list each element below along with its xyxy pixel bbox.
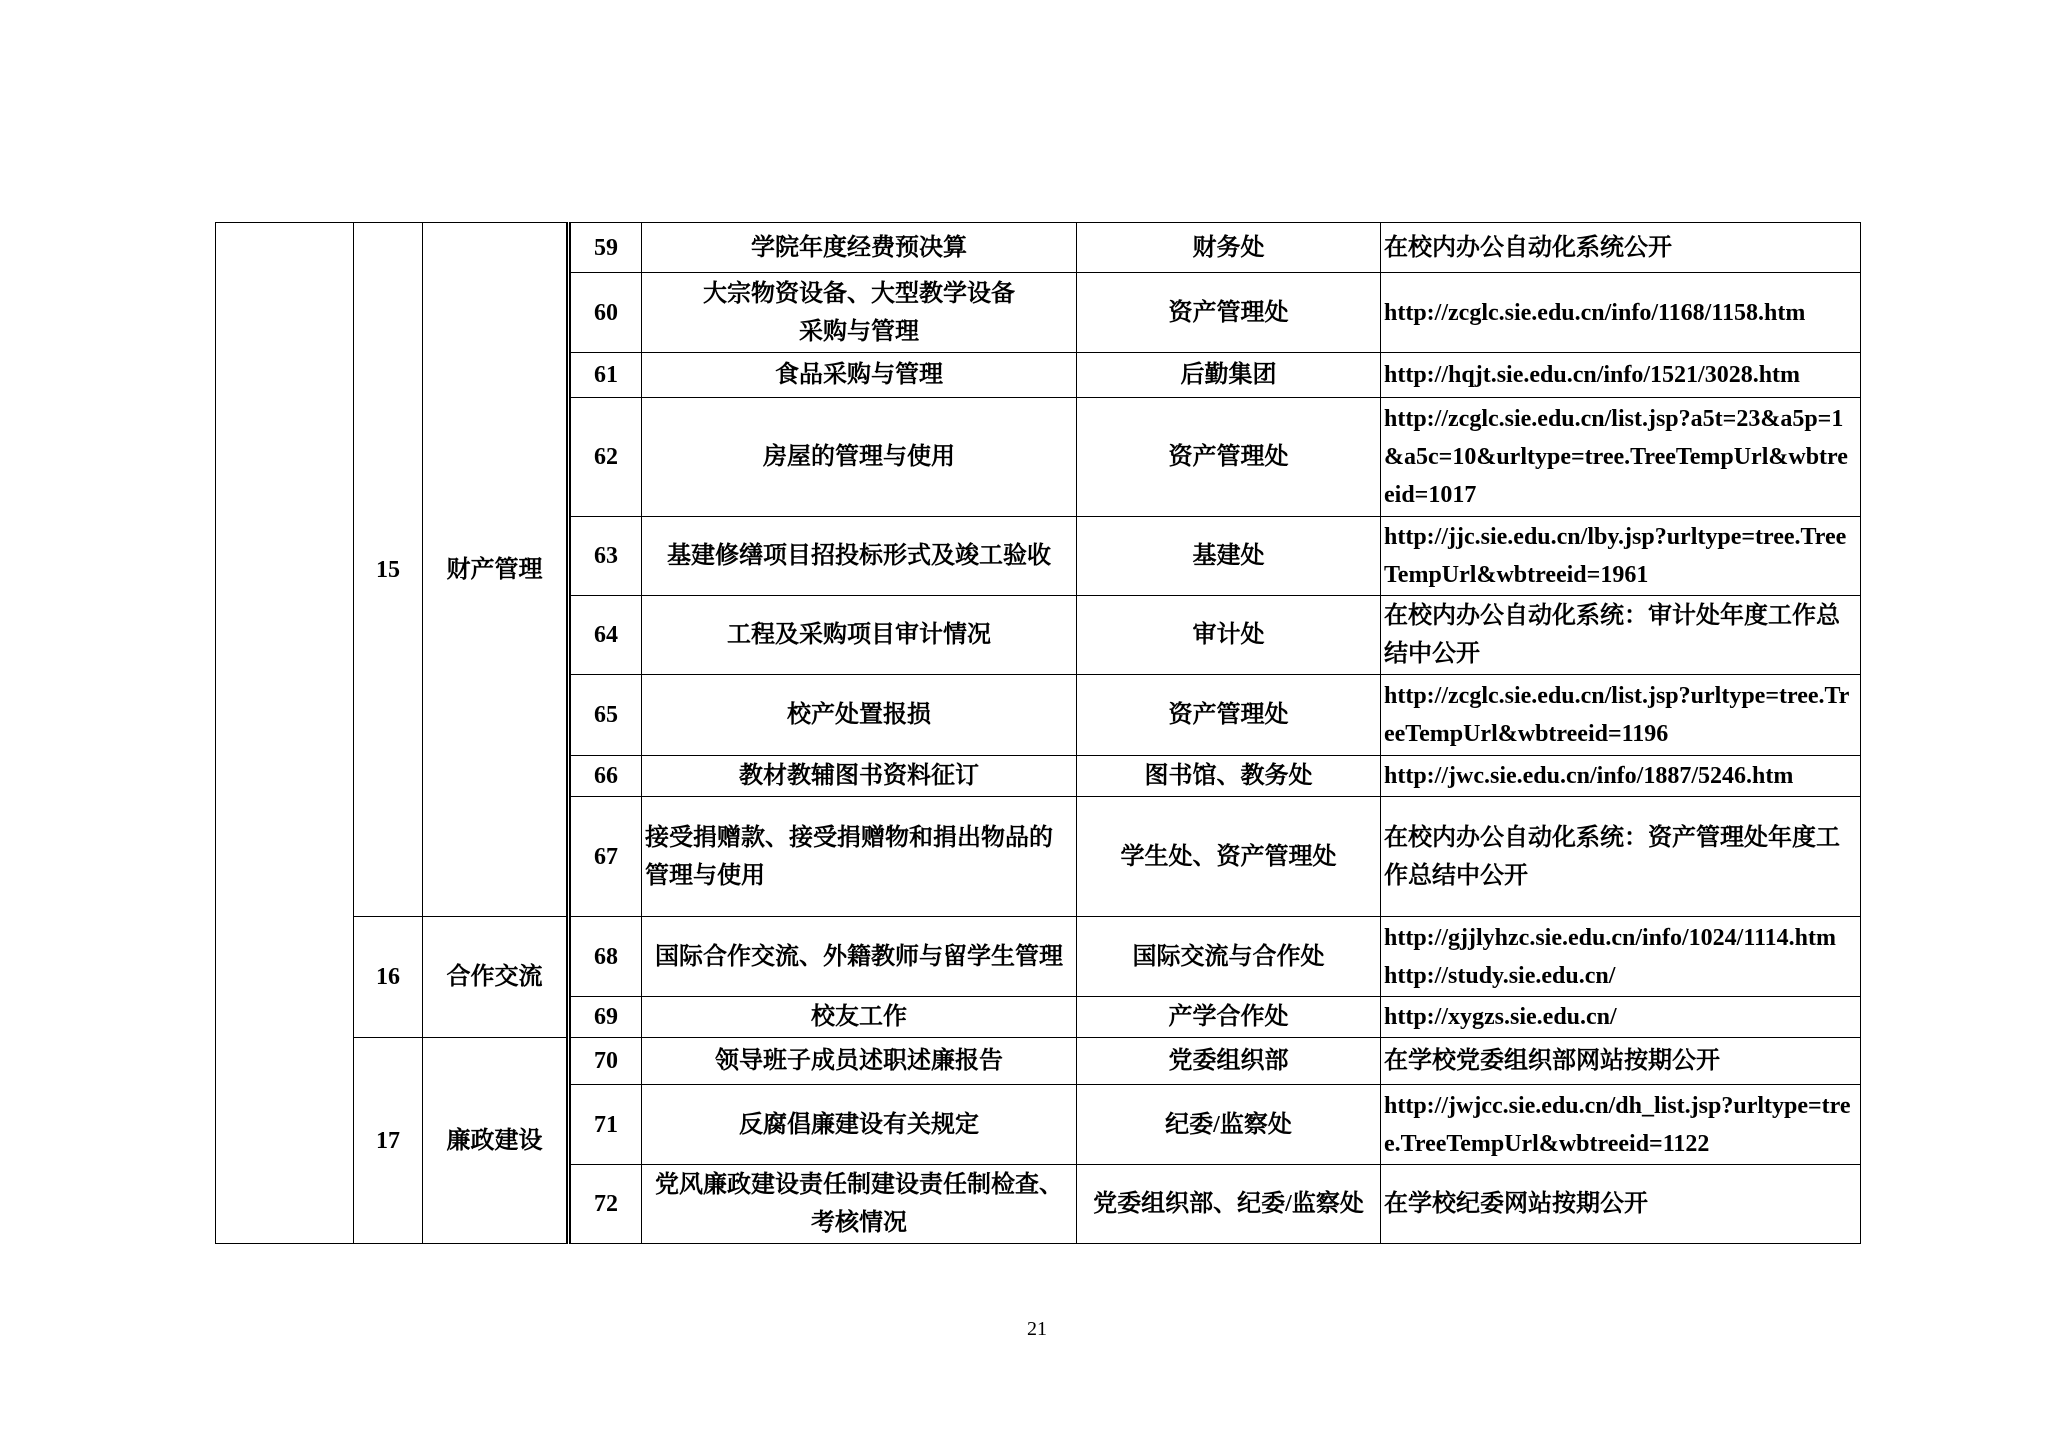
group-number-cell: 17	[354, 1038, 423, 1244]
disclosure-channel-cell: 在校内办公自动化系统公开	[1381, 223, 1861, 273]
disclosure-table	[215, 222, 1861, 1244]
department-cell: 党委组织部	[1077, 1038, 1381, 1085]
department-cell: 资产管理处	[1077, 675, 1381, 756]
group-number-cell: 16	[354, 917, 423, 1038]
department-cell: 后勤集团	[1077, 353, 1381, 398]
table-row	[216, 223, 1861, 273]
disclosure-channel-cell: http://xygzs.sie.edu.cn/	[1381, 997, 1861, 1038]
item-name-cell: 食品采购与管理	[642, 353, 1077, 398]
disclosure-channel-cell: http://jwc.sie.edu.cn/info/1887/5246.htm	[1381, 756, 1861, 797]
department-cell: 财务处	[1077, 223, 1381, 273]
item-name-cell: 党风廉政建设责任制建设责任制检查、考核情况	[642, 1165, 1077, 1244]
item-name-cell: 校产处置报损	[642, 675, 1077, 756]
table-row	[216, 1038, 1861, 1085]
item-number-cell: 60	[569, 273, 642, 353]
item-number-cell: 67	[569, 797, 642, 917]
disclosure-channel-cell: http://zcglc.sie.edu.cn/info/1168/1158.htm	[1381, 273, 1861, 353]
blank-cell	[216, 223, 354, 1244]
disclosure-channel-cell: http://jjc.sie.edu.cn/lby.jsp?urltype=tree.TreeTempUrl&wbtreeid=1961	[1381, 517, 1861, 596]
item-number-cell: 70	[569, 1038, 642, 1085]
item-number-cell: 66	[569, 756, 642, 797]
item-number-cell: 71	[569, 1085, 642, 1165]
department-cell: 纪委/监察处	[1077, 1085, 1381, 1165]
table-row	[216, 917, 1861, 997]
department-cell: 产学合作处	[1077, 997, 1381, 1038]
disclosure-channel-cell: http://zcglc.sie.edu.cn/list.jsp?a5t=23&a5p=1&a5c=10&urltype=tree.TreeTempUrl&wbtreeid=1017	[1381, 398, 1861, 517]
department-cell: 学生处、资产管理处	[1077, 797, 1381, 917]
item-number-cell: 62	[569, 398, 642, 517]
category-cell: 廉政建设	[423, 1038, 569, 1244]
disclosure-channel-cell: 在学校党委组织部网站按期公开	[1381, 1038, 1861, 1085]
item-number-cell: 61	[569, 353, 642, 398]
item-name-cell: 学院年度经费预决算	[642, 223, 1077, 273]
department-cell: 图书馆、教务处	[1077, 756, 1381, 797]
disclosure-channel-cell: http://jwjcc.sie.edu.cn/dh_list.jsp?urltype=tree.TreeTempUrl&wbtreeid=1122	[1381, 1085, 1861, 1165]
department-cell: 资产管理处	[1077, 273, 1381, 353]
disclosure-channel-cell: 在校内办公自动化系统：审计处年度工作总结中公开	[1381, 596, 1861, 675]
item-name-cell: 房屋的管理与使用	[642, 398, 1077, 517]
disclosure-channel-cell: 在学校纪委网站按期公开	[1381, 1165, 1861, 1244]
department-cell: 国际交流与合作处	[1077, 917, 1381, 997]
item-name-cell: 反腐倡廉建设有关规定	[642, 1085, 1077, 1165]
item-number-cell: 68	[569, 917, 642, 997]
department-cell: 资产管理处	[1077, 398, 1381, 517]
category-cell: 合作交流	[423, 917, 569, 1038]
group-number-cell: 15	[354, 223, 423, 917]
category-cell: 财产管理	[423, 223, 569, 917]
page-number: 21	[1027, 1318, 1047, 1340]
item-name-cell: 基建修缮项目招投标形式及竣工验收	[642, 517, 1077, 596]
item-number-cell: 64	[569, 596, 642, 675]
item-name-cell: 接受捐赠款、接受捐赠物和捐出物品的管理与使用	[642, 797, 1077, 917]
disclosure-channel-cell: 在校内办公自动化系统：资产管理处年度工作总结中公开	[1381, 797, 1861, 917]
item-name-cell: 校友工作	[642, 997, 1077, 1038]
item-number-cell: 65	[569, 675, 642, 756]
item-name-cell: 领导班子成员述职述廉报告	[642, 1038, 1077, 1085]
department-cell: 党委组织部、纪委/监察处	[1077, 1165, 1381, 1244]
department-cell: 审计处	[1077, 596, 1381, 675]
item-name-cell: 教材教辅图书资料征订	[642, 756, 1077, 797]
item-number-cell: 63	[569, 517, 642, 596]
disclosure-channel-cell: http://gjjlyhzc.sie.edu.cn/info/1024/1114.htm http://study.sie.edu.cn/	[1381, 917, 1861, 997]
disclosure-channel-cell: http://hqjt.sie.edu.cn/info/1521/3028.htm	[1381, 353, 1861, 398]
item-number-cell: 69	[569, 997, 642, 1038]
item-name-cell: 国际合作交流、外籍教师与留学生管理	[642, 917, 1077, 997]
item-name-cell: 大宗物资设备、大型教学设备 采购与管理	[642, 273, 1077, 353]
disclosure-channel-cell: http://zcglc.sie.edu.cn/list.jsp?urltype=tree.TreeTempUrl&wbtreeid=1196	[1381, 675, 1861, 756]
item-number-cell: 72	[569, 1165, 642, 1244]
department-cell: 基建处	[1077, 517, 1381, 596]
item-number-cell: 59	[569, 223, 642, 273]
item-name-cell: 工程及采购项目审计情况	[642, 596, 1077, 675]
